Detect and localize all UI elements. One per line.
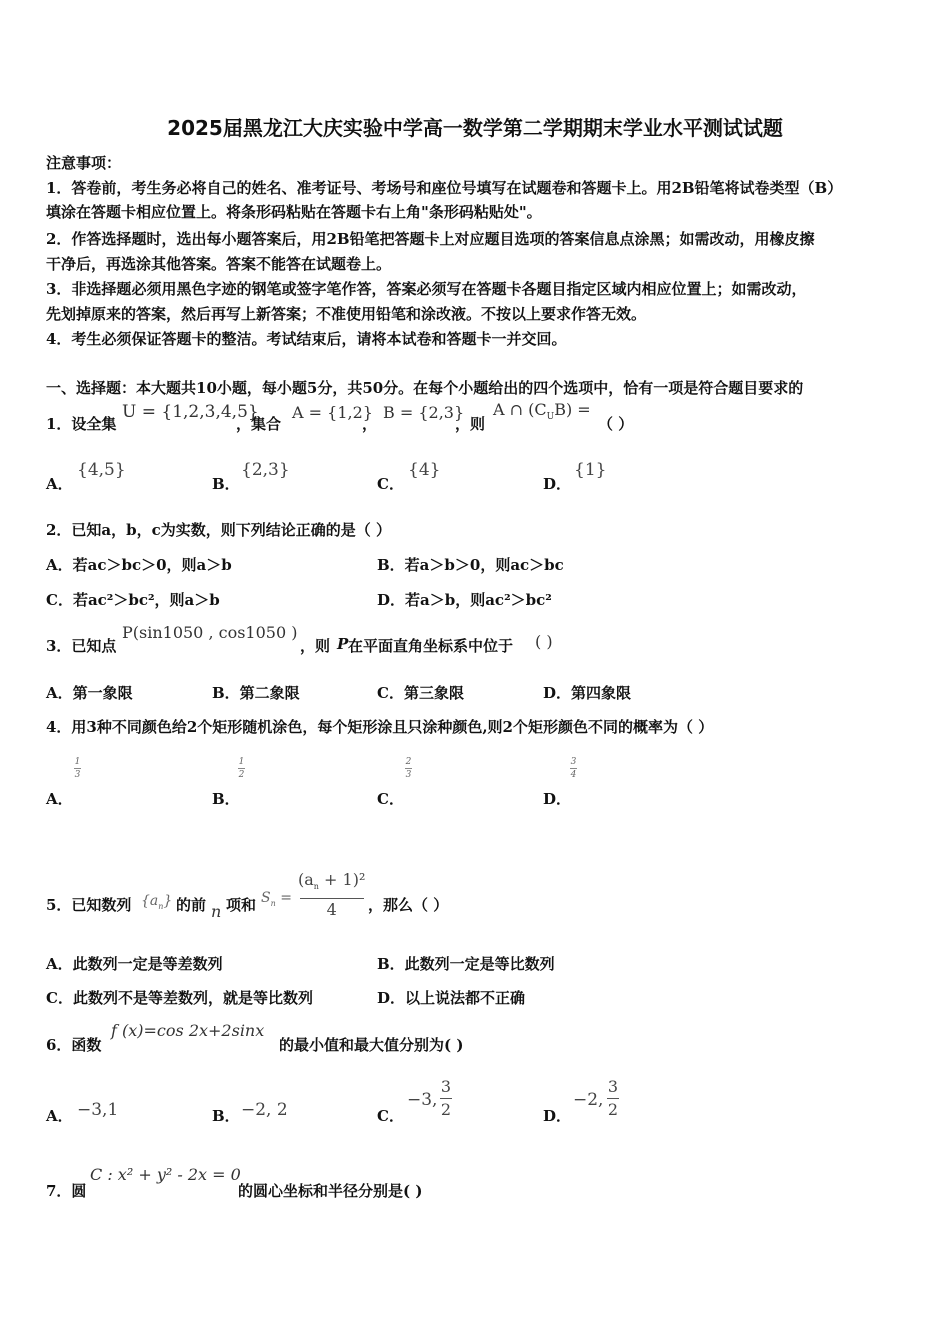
q1-option-c-label: C． [377, 475, 404, 493]
q5-text-4: ，那么（ ） [368, 896, 449, 914]
notice-line-3: 2．作答选择题时，选出每小题答案后，用2B铅笔把答题卡上对应题目选项的答案信息点涂黑；如需改动，用橡皮擦 [46, 230, 815, 248]
q5-option-b: B．此数列一定是等比数列 [377, 955, 555, 973]
q7-math-circle: C : x² + y² - 2x = 0 [90, 1165, 241, 1184]
q3-text-P: P [337, 635, 349, 653]
q1-option-d-value: {1} [574, 460, 607, 480]
q3-text-3: 在平面直角坐标系中位于 [348, 637, 514, 655]
q5-text-2: 的前 [176, 896, 207, 914]
q4-stem: 4．用3种不同颜色给2个矩形随机涂色，每个矩形涂且只涂种颜色,则2个矩形颜色不同的概率为（ ） [46, 718, 714, 736]
q6-option-d-value: −2, [573, 1090, 604, 1110]
page-title: 2025届黑龙江大庆实验中学高一数学第二学期期末学业水平测试试题 [167, 116, 783, 140]
q5-option-a: A．此数列一定是等差数列 [46, 955, 223, 973]
q1-option-b-value: {2,3} [241, 460, 290, 480]
q5-math-n: n [211, 902, 222, 921]
q6-option-d-label: D． [543, 1107, 572, 1125]
q2-option-a: A．若ac＞bc＞0，则a＞b [46, 556, 232, 574]
q4-option-d-fraction: 3 4 [570, 757, 577, 780]
notice-line-4: 干净后，再选涂其他答案。答案不能答在试题卷上。 [46, 255, 392, 273]
section-heading: 一、选择题：本大题共10小题，每小题5分，共50分。在每个小题给出的四个选项中，恰有一项是符合题目要求的 [46, 379, 804, 397]
q3-text-paren: ( ) [535, 632, 553, 651]
q4-option-c-fraction: 2 3 [405, 757, 412, 780]
q6-text-2: 的最小值和最大值分别为( ) [279, 1036, 464, 1054]
q1-text-2: ，集合 [236, 415, 282, 433]
q1-option-a-label: A． [46, 475, 73, 493]
q5-math-seq: $\{a_n\}$ [141, 893, 173, 911]
q5-math-S: $S_n$ = [261, 890, 292, 908]
q5-option-d: D．以上说法都不正确 [377, 989, 526, 1007]
q3-option-c: C．第三象限 [377, 684, 464, 702]
q2-option-b: B．若a＞b＞0，则ac＞bc [377, 556, 564, 574]
q1-math-B: B = {2,3} [383, 403, 465, 422]
q6-option-d-fraction: 3 2 [607, 1077, 619, 1119]
q7-text-1: 7．圆 [46, 1182, 87, 1200]
q2-option-d: D．若a＞b，则ac²＞bc² [377, 591, 552, 609]
q7-text-2: 的圆心坐标和半径分别是( ) [238, 1182, 423, 1200]
notice-line-5: 3．非选择题必须用黑色字迹的钢笔或签字笔作答，答案必须写在答题卡各题目指定区域内相应位置上；如需改动， [46, 280, 807, 298]
q3-text-2: ，则 [300, 637, 331, 655]
q6-math-function: f (x)=cos 2x+2sinx [111, 1021, 265, 1040]
q1-option-d-label: D． [543, 475, 572, 493]
q1-text-4: ，则 [455, 415, 486, 433]
q1-option-b-label: B． [212, 475, 240, 493]
q6-option-b-label: B． [212, 1107, 240, 1125]
q6-option-b-value: −2, 2 [241, 1100, 288, 1120]
notice-heading: 注意事项： [46, 154, 122, 172]
q6-option-c-fraction: 3 2 [440, 1077, 452, 1119]
q1-text-5: （ ） [598, 415, 634, 433]
q1-text-1: 1．设全集 [46, 415, 117, 433]
q3-math-point: P(sin1050 , cos1050 ) [122, 623, 298, 642]
q4-option-c-label: C． [377, 790, 404, 808]
q3-text-1: 3．已知点 [46, 637, 117, 655]
q4-option-a-label: A． [46, 790, 73, 808]
notice-line-2: 填涂在答题卡相应位置上。将条形码粘贴在答题卡右上角"条形码粘贴处"。 [46, 203, 542, 221]
q6-option-c-label: C． [377, 1107, 404, 1125]
q1-option-a-value: {4,5} [77, 460, 126, 480]
q5-option-c: C．此数列不是等差数列，就是等比数列 [46, 989, 313, 1007]
q3-option-d: D．第四象限 [543, 684, 632, 702]
q6-option-a-value: −3,1 [77, 1100, 119, 1120]
q4-option-b-label: B． [212, 790, 240, 808]
q4-option-d-label: D． [543, 790, 572, 808]
notice-line-6: 先划掉原来的答案，然后再写上新答案；不准使用铅笔和涂改液。不按以上要求作答无效。 [46, 305, 647, 323]
q1-math-U: U = {1,2,3,4,5} [122, 402, 259, 422]
q1-math-expr: A ∩ $(C_UB)$ = [493, 400, 591, 423]
q6-option-a-label: A． [46, 1107, 73, 1125]
q1-math-A: A = {1,2} [292, 403, 373, 422]
q2-option-c: C．若ac²＞bc²，则a＞b [46, 591, 220, 609]
notice-line-7: 4．考生必须保证答题卡的整洁。考试结束后，请将本试卷和答题卡一并交回。 [46, 330, 567, 348]
q3-option-a: A．第一象限 [46, 684, 133, 702]
q3-option-b: B．第二象限 [212, 684, 300, 702]
q6-option-c-value: −3, [407, 1090, 438, 1110]
q4-option-a-fraction: 1 3 [74, 757, 81, 780]
notice-line-1: 1．答卷前，考生务必将自己的姓名、准考证号、考场号和座位号填写在试题卷和答题卡上。用2B铅笔将试卷类型（B） [46, 179, 843, 197]
q2-stem: 2．已知a，b，c为实数，则下列结论正确的是（ ） [46, 521, 392, 539]
q5-text-1: 5．已知数列 [46, 896, 132, 914]
q6-text-1: 6．函数 [46, 1036, 102, 1054]
q5-math-fraction: $(a_n + 1)^2$ 4 [298, 870, 366, 920]
q4-option-b-fraction: 1 2 [238, 757, 245, 780]
q5-text-3: 项和 [226, 896, 257, 914]
q1-option-c-value: {4} [408, 460, 441, 480]
q1-text-3: ， [362, 415, 378, 433]
